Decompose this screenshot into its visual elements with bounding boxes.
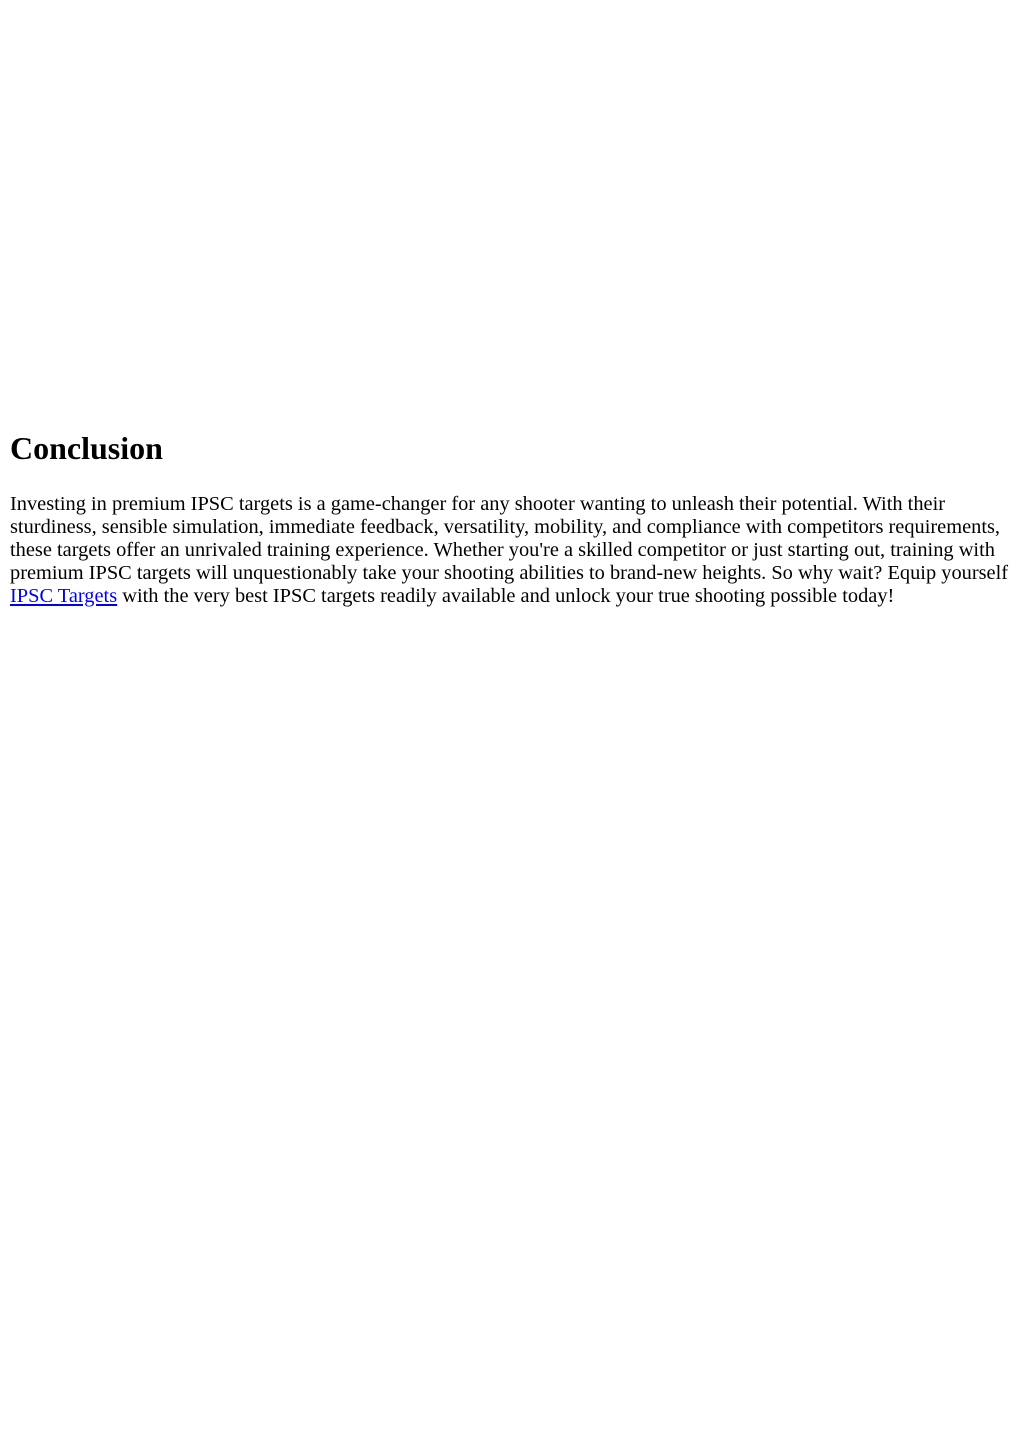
paragraph-text-after-link: with the very best IPSC targets readily available and unlock your true shooting possible today! bbox=[117, 585, 895, 607]
article-section bbox=[10, 430, 1016, 608]
ipsc-targets-link[interactable]: IPSC Targets bbox=[10, 585, 118, 607]
paragraph-text-before-link: Investing in premium IPSC targets is a game-changer for any shooter wanting to unleash their potential. With their sturdiness, sensible simulation, immediate feedback, versatility, mobility, and compliance with competitors requirements, these targets offer an unrivaled training experience. Whether you're a skilled competitor or just starting out, training with premium IPSC targets will unquestionably take your shooting abilities to brand-new heights. So why wait? Equip yourself bbox=[10, 493, 1009, 584]
conclusion-paragraph bbox=[10, 493, 1016, 608]
section-heading: Conclusion bbox=[10, 430, 163, 466]
